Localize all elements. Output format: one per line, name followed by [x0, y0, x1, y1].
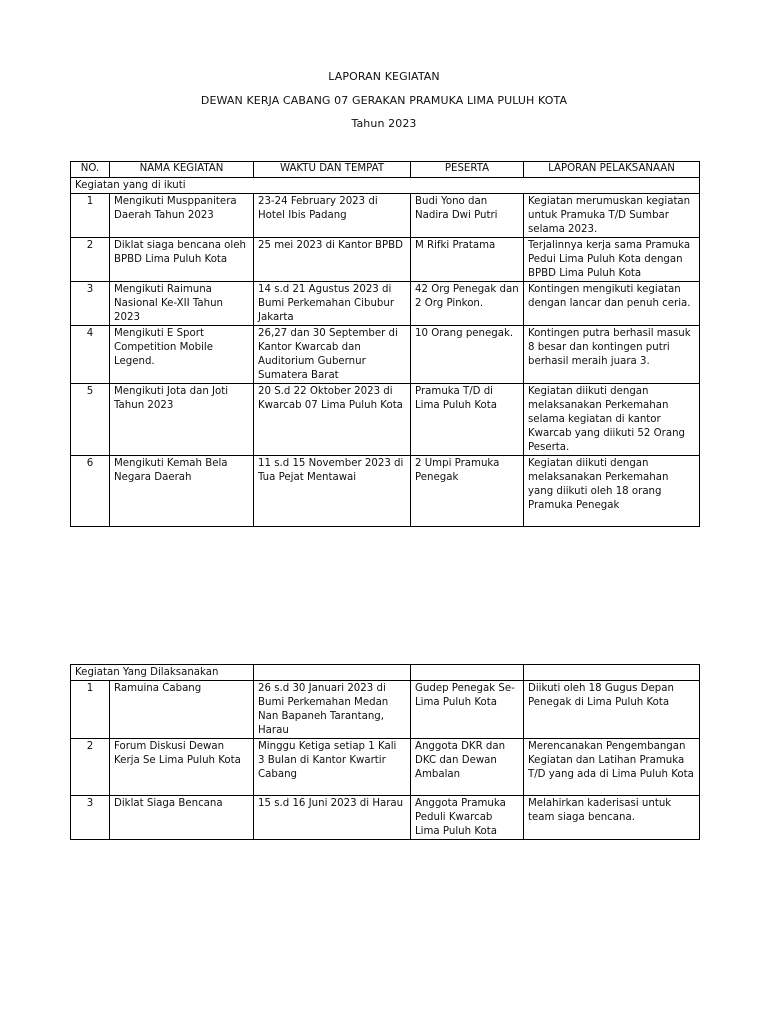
activities-held-table — [70, 664, 700, 840]
implementation-report: Melahirkan kaderisasi untuk team siaga bencana. — [524, 796, 700, 840]
activity-name: Diklat Siaga Bencana — [110, 796, 254, 840]
implementation-report: Diikuti oleh 18 Gugus Depan Penegak di Lima Puluh Kota — [524, 681, 700, 739]
empty-cell — [254, 665, 411, 681]
implementation-report: Kegiatan merumuskan kegiatan untuk Pramuka T/D Sumbar selama 2023. — [524, 194, 700, 238]
empty-cell — [411, 665, 524, 681]
table-row — [71, 456, 700, 527]
table-row — [71, 194, 700, 238]
row-number: 5 — [71, 384, 110, 456]
participants: 10 Orang penegak. — [411, 326, 524, 384]
activity-name: Mengikuti Raimuna Nasional Ke-XII Tahun 2023 — [110, 282, 254, 326]
table-row — [71, 238, 700, 282]
time-place: 25 mei 2023 di Kantor BPBD — [254, 238, 411, 282]
empty-cell — [524, 665, 700, 681]
row-number: 3 — [71, 796, 110, 840]
table-row — [71, 282, 700, 326]
table-row — [71, 681, 700, 739]
implementation-report: Merencanakan Pengembangan Kegiatan dan Latihan Pramuka T/D yang ada di Lima Puluh Kota — [524, 739, 700, 796]
section-label: Kegiatan Yang Dilaksanakan — [71, 665, 254, 681]
row-number: 3 — [71, 282, 110, 326]
implementation-report: Kegiatan diikuti dengan melaksanakan Perkemahan selama kegiatan di kantor Kwarcab yang diikuti 52 Orang Peserta. — [524, 384, 700, 456]
year-title: Tahun 2023 — [351, 117, 417, 130]
participants: 42 Org Penegak dan 2 Org Pinkon. — [411, 282, 524, 326]
section-row — [71, 665, 700, 681]
row-number: 1 — [71, 194, 110, 238]
time-place: 15 s.d 16 Juni 2023 di Harau — [254, 796, 411, 840]
time-place: 26,27 dan 30 September di Kantor Kwarcab dan Auditorium Gubernur Sumatera Barat — [254, 326, 411, 384]
implementation-report: Terjalinnya kerja sama Pramuka Pedui Lima Puluh Kota dengan BPBD Lima Puluh Kota — [524, 238, 700, 282]
column-header-peserta: PESERTA — [411, 162, 524, 178]
activity-name: Mengikuti Kemah Bela Negara Daerah — [110, 456, 254, 527]
table-row — [71, 739, 700, 796]
activities-attended-table — [70, 161, 700, 527]
time-place: 14 s.d 21 Agustus 2023 di Bumi Perkemahan Cibubur Jakarta — [254, 282, 411, 326]
section-label: Kegiatan yang di ikuti — [71, 178, 700, 194]
column-header-no: NO. — [71, 162, 110, 178]
time-place: 26 s.d 30 Januari 2023 di Bumi Perkemahan Medan Nan Bapaneh Tarantang, Harau — [254, 681, 411, 739]
activity-name: Mengikuti Musppanitera Daerah Tahun 2023 — [110, 194, 254, 238]
participants: M Rifki Pratama — [411, 238, 524, 282]
participants: Anggota Pramuka Peduli Kwarcab Lima Puluh Kota — [411, 796, 524, 840]
organization-title: DEWAN KERJA CABANG 07 GERAKAN PRAMUKA LIMA PULUH KOTA — [200, 94, 568, 107]
participants: 2 Umpi Pramuka Penegak — [411, 456, 524, 527]
table-row — [71, 384, 700, 456]
implementation-report: Kontingen mengikuti kegiatan dengan lancar dan penuh ceria. — [524, 282, 700, 326]
row-number: 4 — [71, 326, 110, 384]
implementation-report: Kegiatan diikuti dengan melaksanakan Perkemahan yang diikuti oleh 18 orang Pramuka Penegak — [524, 456, 700, 527]
activity-name: Mengikuti Jota dan Joti Tahun 2023 — [110, 384, 254, 456]
activity-name: Forum Diskusi Dewan Kerja Se Lima Puluh Kota — [110, 739, 254, 796]
row-number: 1 — [71, 681, 110, 739]
time-place: 23-24 February 2023 di Hotel Ibis Padang — [254, 194, 411, 238]
column-header-laporan: LAPORAN PELAKSANAAN — [524, 162, 700, 178]
activity-name: Diklat siaga bencana oleh BPBD Lima Puluh Kota — [110, 238, 254, 282]
participants: Budi Yono dan Nadira Dwi Putri — [411, 194, 524, 238]
participants: Gudep Penegak Se-Lima Puluh Kota — [411, 681, 524, 739]
row-number: 2 — [71, 238, 110, 282]
time-place: 20 S.d 22 Oktober 2023 di Kwarcab 07 Lima Puluh Kota — [254, 384, 411, 456]
activity-name: Ramuina Cabang — [110, 681, 254, 739]
column-header-nama-kegiatan: NAMA KEGIATAN — [110, 162, 254, 178]
participants: Pramuka T/D di Lima Puluh Kota — [411, 384, 524, 456]
row-number: 2 — [71, 739, 110, 796]
table-header-row — [71, 162, 700, 178]
column-header-waktu-tempat: WAKTU DAN TEMPAT — [254, 162, 411, 178]
time-place: Minggu Ketiga setiap 1 Kali 3 Bulan di Kantor Kwartir Cabang — [254, 739, 411, 796]
activity-name: Mengikuti E Sport Competition Mobile Legend. — [110, 326, 254, 384]
report-title: LAPORAN KEGIATAN — [328, 70, 440, 83]
implementation-report: Kontingen putra berhasil masuk 8 besar dan kontingen putri berhasil meraih juara 3. — [524, 326, 700, 384]
table-row — [71, 326, 700, 384]
section-row — [71, 178, 700, 194]
table-row — [71, 796, 700, 840]
participants: Anggota DKR dan DKC dan Dewan Ambalan — [411, 739, 524, 796]
time-place: 11 s.d 15 November 2023 di Tua Pejat Mentawai — [254, 456, 411, 527]
row-number: 6 — [71, 456, 110, 527]
